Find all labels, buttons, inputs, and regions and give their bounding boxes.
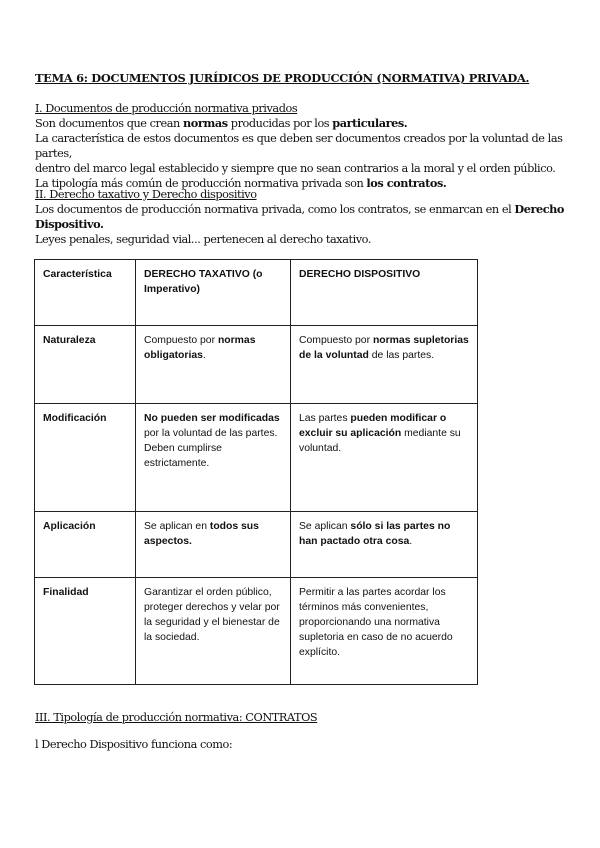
- bold-run: No pueden ser modificadas: [144, 413, 280, 424]
- bold-run: sólo si las partes no han pactado otra cosa: [299, 521, 451, 547]
- cell-dispositivo: [291, 578, 478, 685]
- table-row: [35, 512, 478, 578]
- text-run: mediante su voluntad.: [299, 428, 461, 454]
- section-1-heading: I. Documentos de producción normativa privados: [35, 102, 298, 115]
- cell-dispositivo: [291, 404, 478, 512]
- cell-taxativo: [136, 326, 291, 404]
- text-run: Compuesto por: [144, 335, 218, 346]
- cell-taxativo: [136, 512, 291, 578]
- cell-dispositivo: [291, 512, 478, 578]
- bold-run: normas supletorias de la voluntad: [299, 335, 469, 361]
- text-run: Los documentos de producción normativa privada, como los contratos, se enmarcan en el: [35, 203, 515, 216]
- text-run: Garantizar el orden público, proteger derechos y velar por la seguridad y el bienestar de la sociedad.: [144, 587, 280, 643]
- bold-run: normas obligatorias: [144, 335, 256, 361]
- text-run: Las partes: [299, 413, 351, 424]
- table-row: [35, 404, 478, 512]
- row-label: Naturaleza: [35, 326, 136, 404]
- text-run: .: [202, 350, 206, 361]
- page-title: TEMA 6: DOCUMENTOS JURÍDICOS DE PRODUCCIÓN (NORMATIVA) PRIVADA.: [35, 71, 530, 85]
- bold-dispositivo: Dispositivo.: [35, 217, 104, 231]
- header-dispositivo: DERECHO DISPOSITIVO: [291, 260, 478, 326]
- section-2-line-1: [35, 202, 575, 217]
- section-2-line-3: Leyes penales, seguridad vial... pertenecen al derecho taxativo.: [35, 233, 371, 246]
- text-run: Se aplican en: [144, 521, 210, 532]
- comparison-table: [34, 259, 478, 685]
- header-taxativo: DERECHO TAXATIVO (o Imperativo): [136, 260, 291, 326]
- section-1-line-2: La característica de estos documentos es que deben ser documentos creados por la voluntad de las partes,: [35, 132, 563, 160]
- bold-contratos: los contratos.: [366, 176, 447, 190]
- section-1-line-3: dentro del marco legal establecido y siempre que no sean contrarios a la moral y el orden público.: [35, 162, 556, 175]
- bold-normas: normas: [183, 116, 228, 130]
- text-run: Permitir a las partes acordar los términos más convenientes, proporcionando una normativa supletoria en caso de no acuerdo explícito.: [299, 587, 453, 658]
- cell-taxativo: [136, 578, 291, 685]
- section-3-line-1: l Derecho Dispositivo funciona como:: [35, 738, 233, 751]
- row-label: Modificación: [35, 404, 136, 512]
- header-caracteristica: Característica: [35, 260, 136, 326]
- text-run: Son documentos que crean: [35, 117, 183, 130]
- bold-run: pueden modificar o excluir su aplicación: [299, 413, 447, 439]
- text-run: producidas por los: [227, 117, 333, 130]
- section-2-line-2: [35, 217, 575, 232]
- section-3-body: [35, 737, 575, 752]
- text-run: por la voluntad de las partes. Deben cumplirse estrictamente.: [144, 428, 278, 469]
- section-2: [35, 187, 575, 247]
- text-run: Se aplican: [299, 521, 351, 532]
- table-row: [35, 578, 478, 685]
- text-run: .: [409, 536, 413, 547]
- row-label: Finalidad: [35, 578, 136, 685]
- section-2-heading: II. Derecho taxativo y Derecho dispositivo: [35, 188, 257, 201]
- section-1: [35, 101, 575, 191]
- cell-taxativo: [136, 404, 291, 512]
- row-label: Aplicación: [35, 512, 136, 578]
- text-run: de las partes.: [368, 350, 435, 361]
- text-run: Compuesto por: [299, 335, 373, 346]
- bold-derecho: Derecho: [514, 202, 565, 216]
- text-run: La tipología más común de producción normativa privada son: [35, 177, 367, 190]
- bold-particulares: particulares.: [332, 116, 408, 130]
- section-3-heading: III. Tipología de producción normativa: CONTRATOS: [35, 711, 318, 724]
- bold-run: todos sus aspectos.: [144, 521, 259, 547]
- section-3: [35, 710, 575, 725]
- table-row: [35, 326, 478, 404]
- section-1-line-1: [35, 116, 575, 131]
- cell-dispositivo: [291, 326, 478, 404]
- table-header-row: [35, 260, 478, 326]
